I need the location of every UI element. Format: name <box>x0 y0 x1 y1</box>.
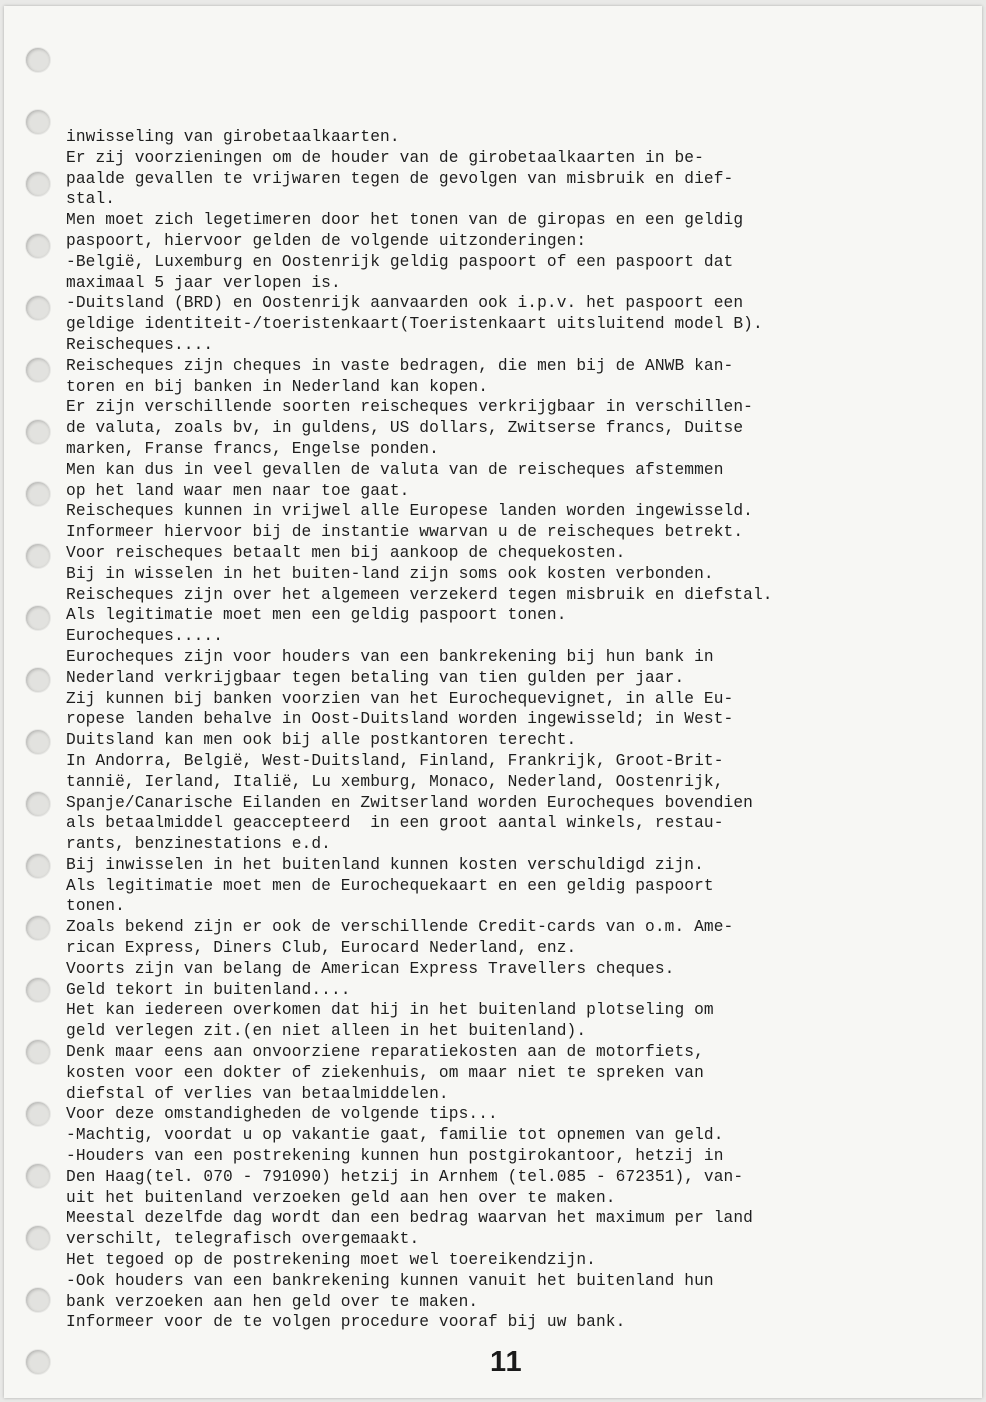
text-line: Nederland verkrijgbaar tegen betaling van tien gulden per jaar. <box>66 668 685 687</box>
binder-hole <box>26 854 50 878</box>
text-line: Geld tekort in buitenland.... <box>66 980 351 999</box>
text-line: rican Express, Diners Club, Eurocard Nederland, enz. <box>66 939 577 958</box>
binder-hole <box>26 1164 50 1188</box>
text-line: Reischeques zijn over het algemeen verzekerd tegen misbruik en diefstal. <box>66 585 773 604</box>
text-line: Zoals bekend zijn er ook de verschillende Credit-cards van o.m. Ame- <box>66 918 734 937</box>
binder-hole <box>26 1226 50 1250</box>
text-line: Meestal dezelfde dag wordt dan een bedrag waarvan het maximum per land <box>66 1209 753 1228</box>
text-line: Spanje/Canarische Eilanden en Zwitserland worden Eurocheques bovendien <box>66 793 753 812</box>
binder-holes <box>4 6 64 1398</box>
text-line: Voor reischeques betaalt men bij aankoop de chequekosten. <box>66 543 626 562</box>
typed-text-body <box>66 127 971 1333</box>
text-line: bank verzoeken aan hen geld over te maken. <box>66 1292 479 1311</box>
text-line: geldige identiteit-/toeristenkaart(Toeristenkaart uitsluitend model B). <box>66 315 763 334</box>
text-line: -Ook houders van een bankrekening kunnen vanuit het buitenland hun <box>66 1271 714 1290</box>
text-line: Er zijn verschillende soorten reischeques verkrijgbaar in verschillen- <box>66 398 753 417</box>
text-line: Voor deze omstandigheden de volgende tips... <box>66 1105 498 1124</box>
text-line: Het kan iedereen overkomen dat hij in het buitenland plotseling om <box>66 1001 714 1020</box>
text-line: -Machtig, voordat u op vakantie gaat, familie tot opnemen van geld. <box>66 1126 724 1145</box>
text-line: Voorts zijn van belang de American Express Travellers cheques. <box>66 959 675 978</box>
text-line: Bij in wisselen in het buiten-land zijn soms ook kosten verbonden. <box>66 564 714 583</box>
text-line: Reischeques kunnen in vrijwel alle Europese landen worden ingewisseld. <box>66 502 753 521</box>
binder-hole <box>26 606 50 630</box>
text-line: toren en bij banken in Nederland kan kopen. <box>66 377 489 396</box>
text-line: maximaal 5 jaar verlopen is. <box>66 273 341 292</box>
text-line: Het tegoed op de postrekening moet wel toereikendzijn. <box>66 1251 596 1270</box>
text-line: -Houders van een postrekening kunnen hun postgirokantoor, hetzij in <box>66 1147 724 1166</box>
text-line: verschilt, telegrafisch overgemaakt. <box>66 1230 420 1249</box>
binder-hole <box>26 482 50 506</box>
text-line: Men kan dus in veel gevallen de valuta van de reischeques afstemmen <box>66 460 724 479</box>
binder-hole <box>26 544 50 568</box>
binder-hole <box>26 358 50 382</box>
binder-hole <box>26 1350 50 1374</box>
text-line: Eurocheques zijn voor houders van een bankrekening bij hun bank in <box>66 647 714 666</box>
binder-hole <box>26 420 50 444</box>
text-line: uit het buitenland verzoeken geld aan hen over te maken. <box>66 1188 616 1207</box>
text-line: Zij kunnen bij banken voorzien van het Eurochequevignet, in alle Eu- <box>66 689 734 708</box>
text-line: paalde gevallen te vrijwaren tegen de gevolgen van misbruik en dief- <box>66 169 734 188</box>
text-line: Reischeques.... <box>66 335 214 354</box>
page-number: 11 <box>490 1346 523 1378</box>
binder-hole <box>26 48 50 72</box>
binder-hole <box>26 1288 50 1312</box>
text-line: als betaalmiddel geaccepteerd in een groot aantal winkels, restau- <box>66 814 724 833</box>
binder-hole <box>26 1040 50 1064</box>
text-line: paspoort, hiervoor gelden de volgende uitzonderingen: <box>66 231 587 250</box>
text-line: Er zij voorzieningen om de houder van de girobetaalkaarten in be- <box>66 148 704 167</box>
text-line: In Andorra, België, West-Duitsland, Finland, Frankrijk, Groot-Brit- <box>66 751 724 770</box>
text-line: geld verlegen zit.(en niet alleen in het buitenland). <box>66 1022 587 1041</box>
text-line: Den Haag(tel. 070 - 791090) hetzij in Arnhem (tel.085 - 672351), van- <box>66 1167 744 1186</box>
text-line: marken, Franse francs, Engelse ponden. <box>66 439 439 458</box>
binder-hole <box>26 110 50 134</box>
binder-hole <box>26 668 50 692</box>
text-line: -België, Luxemburg en Oostenrijk geldig paspoort of een paspoort dat <box>66 252 734 271</box>
document-page <box>4 6 982 1398</box>
text-line: stal. <box>66 190 116 209</box>
binder-hole <box>26 916 50 940</box>
text-line: ropese landen behalve in Oost-Duitsland worden ingewisseld; in West- <box>66 710 734 729</box>
text-line: diefstal of verlies van betaalmiddelen. <box>66 1084 449 1103</box>
text-line: Men moet zich legetimeren door het tonen van de giropas en een geldig <box>66 211 744 230</box>
binder-hole <box>26 296 50 320</box>
binder-hole <box>26 172 50 196</box>
text-line: Denk maar eens aan onvoorziene reparatiekosten aan de motorfiets, <box>66 1043 704 1062</box>
text-line: de valuta, zoals bv, in guldens, US dollars, Zwitserse francs, Duitse <box>66 419 744 438</box>
text-line: tonen. <box>66 897 125 916</box>
text-line: Als legitimatie moet men de Eurochequekaart en een geldig paspoort <box>66 876 714 895</box>
binder-hole <box>26 978 50 1002</box>
text-line: rants, benzinestations e.d. <box>66 835 331 854</box>
text-line: Eurocheques..... <box>66 627 224 646</box>
text-line: Als legitimatie moet men een geldig paspoort tonen. <box>66 606 567 625</box>
binder-hole <box>26 792 50 816</box>
binder-hole <box>26 234 50 258</box>
text-line: inwisseling van girobetaalkaarten. <box>66 128 400 146</box>
text-line: kosten voor een dokter of ziekenhuis, om maar niet te spreken van <box>66 1063 704 1082</box>
text-line: Bij inwisselen in het buitenland kunnen kosten verschuldigd zijn. <box>66 855 704 874</box>
text-line: Reischeques zijn cheques in vaste bedragen, die men bij de ANWB kan- <box>66 356 734 375</box>
text-line: Duitsland kan men ook bij alle postkantoren terecht. <box>66 731 577 750</box>
text-line: Informeer voor de te volgen procedure vooraf bij uw bank. <box>66 1313 626 1332</box>
text-line: Informeer hiervoor bij de instantie wwarvan u de reischeques betrekt. <box>66 523 744 542</box>
binder-hole <box>26 730 50 754</box>
binder-hole <box>26 1102 50 1126</box>
text-line: op het land waar men naar toe gaat. <box>66 481 410 500</box>
text-line: -Duitsland (BRD) en Oostenrijk aanvaarden ook i.p.v. het paspoort een <box>66 294 744 313</box>
text-line: tannië, Ierland, Italië, Lu xemburg, Monaco, Nederland, Oostenrijk, <box>66 772 724 791</box>
